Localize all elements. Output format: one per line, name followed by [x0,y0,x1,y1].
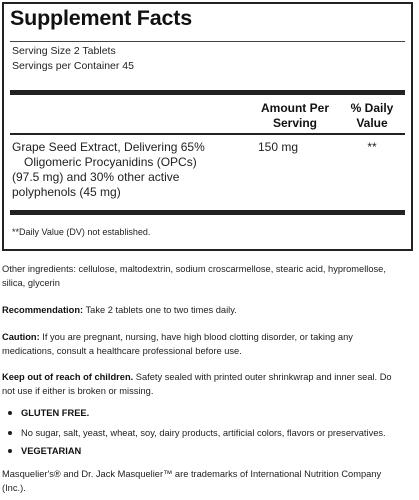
recommendation-label: Recommendation: [2,305,84,315]
ingredient-amount: 150 mg [258,140,299,154]
bullet-vegetarian: VEGETARIAN [21,446,82,456]
caution [2,330,414,358]
bullet-free-from: No sugar, salt, yeast, wheat, soy, dairy products, artificial colors, flavors or preservatives. [21,428,386,438]
caution-text-line2: medications, consult a healthcare professional before use. [2,346,242,356]
daily-value-footnote: **Daily Value (DV) not established. [12,227,151,237]
daily-value-header [337,101,407,131]
bullet-item [2,406,89,420]
servings-per-container: Servings per Container 45 [12,60,134,72]
ingredient-line-1: Grape Seed Extract, Delivering 65% [12,140,205,154]
trademark-line1: Masquelier's® and Dr. Jack Masquelier™ are trademarks of International Nutrition Company [2,469,382,479]
amount-header-line2: Serving [272,116,317,130]
title-divider [10,41,405,42]
bullet-dot-icon [8,411,12,415]
storage-text-line1: Safety sealed with printed outer shrinkwrap and inner seal. Do [133,372,392,382]
other-ingredients-line1: Other ingredients: cellulose, maltodextrin, sodium croscarmellose, stearic acid, hypromellose, [2,264,386,274]
recommendation [2,303,414,317]
bullet-gluten-free: GLUTEN FREE. [21,408,90,418]
storage-text-line2: not use if either is broken or missing. [2,386,154,396]
recommendation-text: Take 2 tablets one to two times daily. [83,305,237,315]
storage-label: Keep out of reach of children. [2,372,134,382]
trademark-line2: (Inc.). [2,483,26,493]
ingredient-daily-value: ** [367,140,377,154]
other-ingredients-line2: silica, glycerin [2,278,60,288]
amount-per-serving-header [245,101,345,131]
ingredient-line-4: polyphenols (45 mg) [12,185,121,199]
other-ingredients [2,262,414,290]
dv-header-line1: % Daily [350,101,394,115]
dv-header-line2: Value [356,116,388,130]
bullet-item [2,444,81,458]
ingredient-name [12,140,257,200]
bullet-item [2,426,386,440]
bullet-dot-icon [8,431,12,435]
caution-text-line1: If you are pregnant, nursing, have high blood clotting disorder, or taking any [39,332,353,342]
amount-header-line1: Amount Per [260,101,329,115]
header-thick-divider [10,90,405,95]
caution-label: Caution: [2,332,40,342]
ingredient-line-3: (97.5 mg) and 30% other active [12,170,180,184]
bullet-dot-icon [8,449,12,453]
serving-size: Serving Size 2 Tablets [12,45,116,57]
supplement-facts-panel [2,2,413,251]
panel-title: Supplement Facts [10,6,192,30]
trademark-notice [2,467,414,495]
footnote-thick-divider [10,210,405,215]
ingredient-line-2: Oligomeric Procyanidins (OPCs) [24,155,197,169]
column-header-divider [10,133,405,135]
storage-warning [2,370,414,398]
